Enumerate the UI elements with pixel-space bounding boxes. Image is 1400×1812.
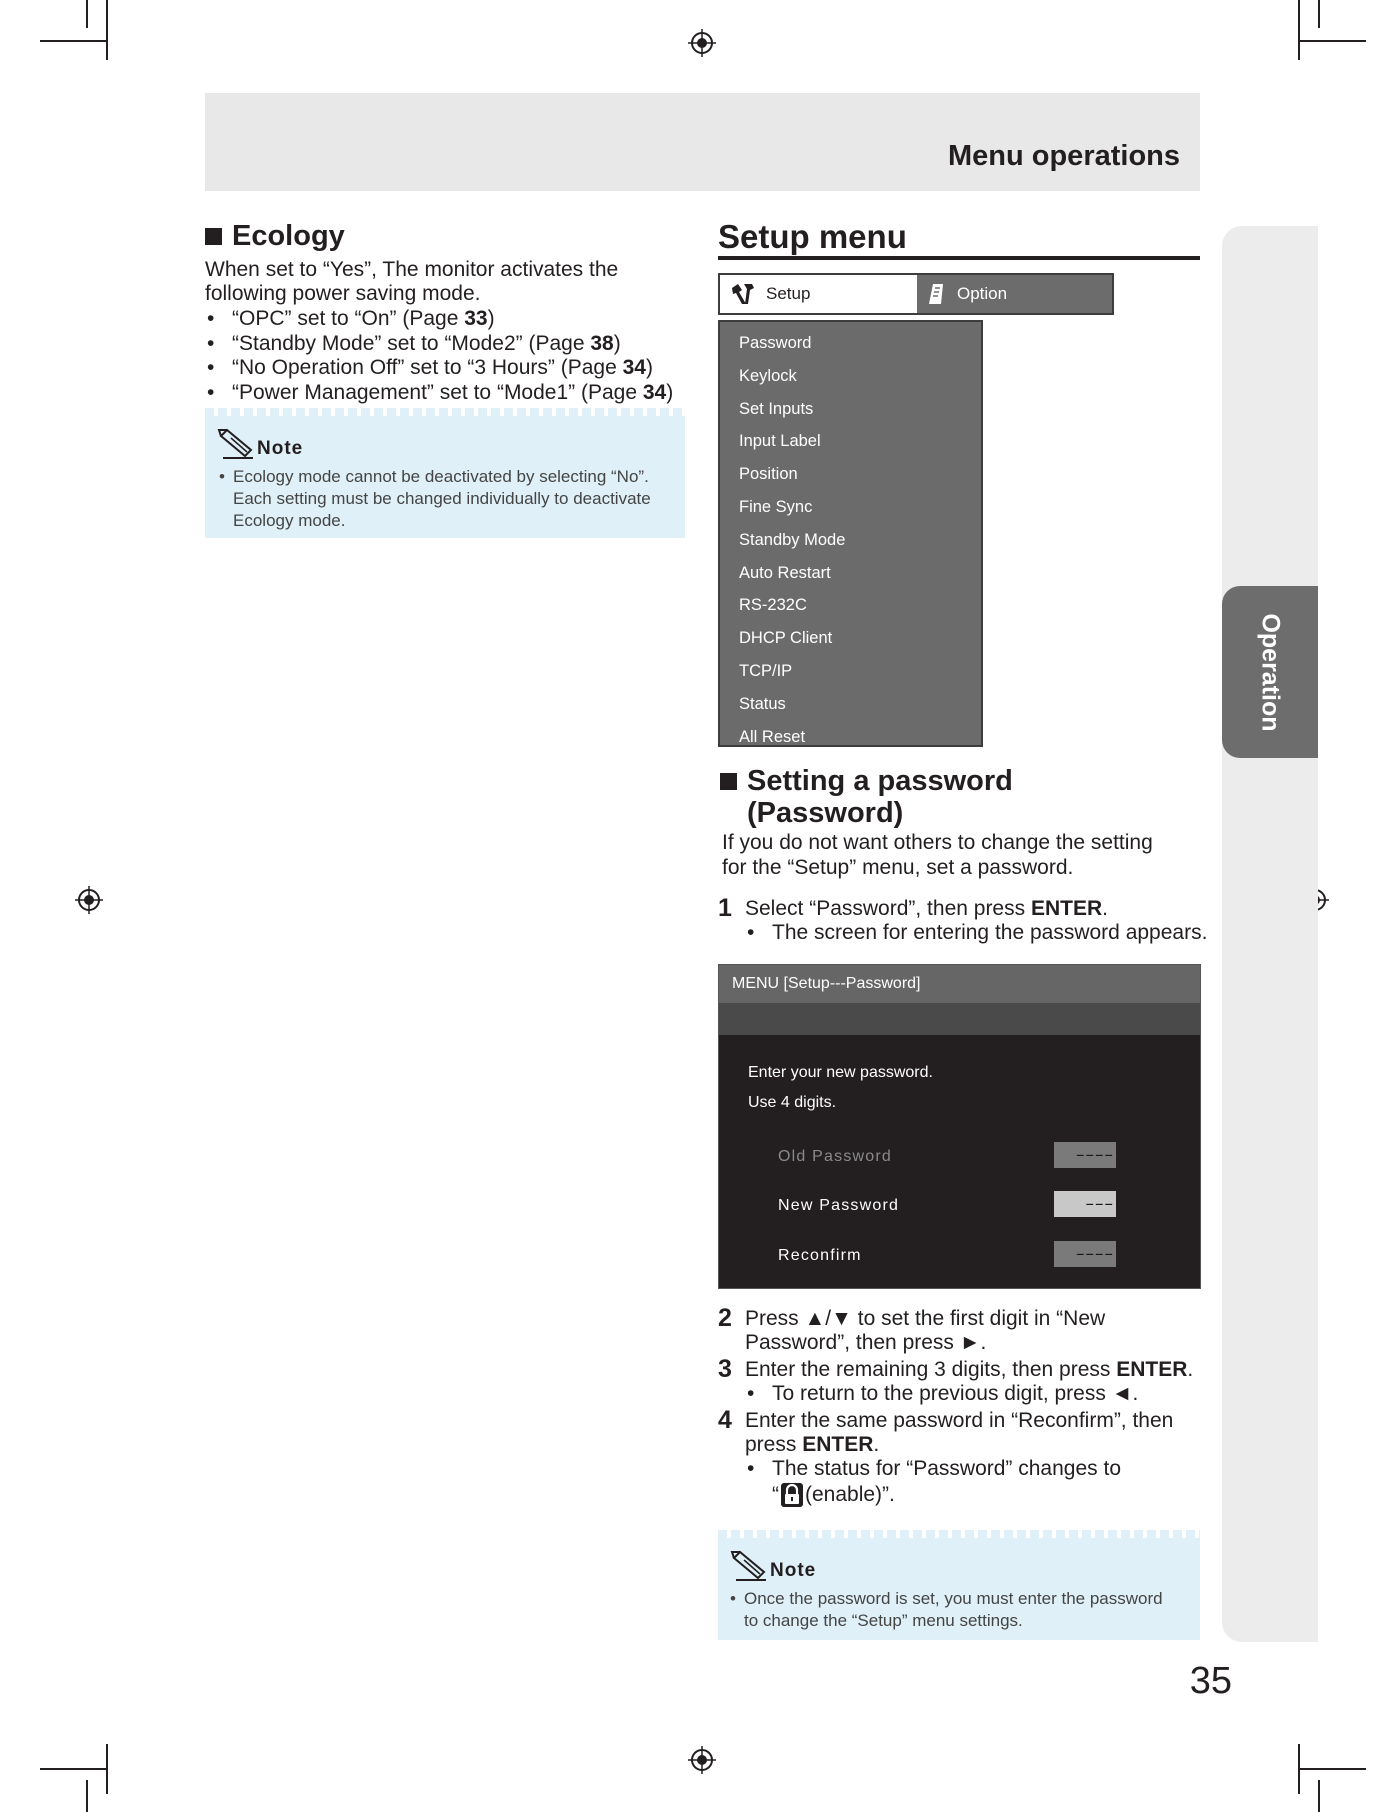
crop-mark <box>106 1744 108 1794</box>
reconfirm-field[interactable]: –––– <box>1054 1241 1116 1267</box>
ecology-bullet-list <box>205 307 685 405</box>
crop-mark <box>1298 1744 1300 1794</box>
page-number: 35 <box>1189 1660 1232 1702</box>
square-bullet-icon <box>205 228 222 245</box>
password-screen <box>718 964 1201 1289</box>
tab-option[interactable]: Option <box>917 275 1112 313</box>
option-icon <box>927 282 947 306</box>
side-strip <box>1222 226 1318 1642</box>
menu-item-rs232c[interactable]: RS-232C <box>739 596 807 615</box>
crop-mark <box>1318 1780 1320 1812</box>
menu-item-auto-restart[interactable]: Auto Restart <box>739 563 831 582</box>
list-item: • “OPC” set to “On” (Page 33) <box>205 307 685 332</box>
step-4: 4 Enter the same password in “Reconfirm”, then press ENTER. • The status for “Password” changes to “ (enable)”. <box>718 1409 1208 1509</box>
password-note-box <box>718 1530 1200 1640</box>
menu-item-tcpip[interactable]: TCP/IP <box>739 661 793 680</box>
menu-item-standby-mode[interactable]: Standby Mode <box>739 530 846 549</box>
screen-bar <box>719 1003 1200 1035</box>
crop-mark <box>40 1768 108 1770</box>
ecology-intro: When set to “Yes”, The monitor activates the following power saving mode. <box>205 258 619 305</box>
divider <box>718 256 1200 260</box>
new-password-field[interactable]: ––– <box>1054 1191 1116 1217</box>
menu-item-password[interactable]: Password <box>739 334 812 352</box>
menu-item-dhcp-client[interactable]: DHCP Client <box>739 629 833 648</box>
old-password-label: Old Password <box>778 1148 892 1165</box>
page-title: Menu operations <box>947 140 1180 172</box>
old-password-field[interactable]: –––– <box>1054 1142 1116 1168</box>
screen-message: Enter your new password. <box>748 1064 933 1081</box>
lock-icon <box>779 1481 805 1509</box>
crop-mark <box>106 0 108 60</box>
pencil-note-icon <box>217 428 255 460</box>
setup-tab-bar <box>718 273 1114 315</box>
tab-setup[interactable]: Setup <box>720 275 917 313</box>
crop-mark <box>1318 0 1320 28</box>
screen-message: Use 4 digits. <box>748 1094 837 1111</box>
ecology-heading: Ecology <box>205 220 345 253</box>
registration-mark-icon <box>75 886 103 914</box>
note-heading: Note <box>730 1550 816 1582</box>
crop-mark <box>86 0 88 28</box>
menu-item-fine-sync[interactable]: Fine Sync <box>739 497 813 516</box>
list-item: • “No Operation Off” set to “3 Hours” (Page 34) <box>205 356 685 381</box>
pencil-note-icon <box>730 1550 768 1582</box>
menu-item-status[interactable]: Status <box>739 694 786 713</box>
reconfirm-label: Reconfirm <box>778 1247 862 1264</box>
crop-mark <box>1298 0 1300 60</box>
note-text: • Once the password is set, you must enter the password to change the “Setup” menu settings. <box>730 1588 1195 1632</box>
password-heading: Setting a password (Password) <box>720 765 1013 829</box>
list-item: • “Standby Mode” set to “Mode2” (Page 38) <box>205 332 685 357</box>
square-bullet-icon <box>720 773 737 790</box>
ecology-note-box <box>205 408 685 538</box>
new-password-label: New Password <box>778 1197 900 1214</box>
menu-item-set-inputs[interactable]: Set Inputs <box>739 399 814 418</box>
setup-tools-icon <box>730 282 756 306</box>
step-3: 3 Enter the remaining 3 digits, then press ENTER. • To return to the previous digit, press ◄. <box>718 1358 1218 1406</box>
menu-item-input-label[interactable]: Input Label <box>739 432 821 451</box>
note-heading: Note <box>217 428 303 460</box>
setup-menu-title: Setup menu <box>718 218 907 255</box>
crop-mark <box>86 1780 88 1812</box>
screen-title: MENU [Setup---Password] <box>719 965 1200 1003</box>
menu-item-position[interactable]: Position <box>739 465 798 484</box>
crop-mark <box>1298 40 1366 42</box>
password-intro: If you do not want others to change the setting for the “Setup” menu, set a password. <box>722 831 1153 879</box>
registration-mark-icon <box>688 1746 716 1774</box>
crop-mark <box>40 40 108 42</box>
setup-menu-list <box>718 320 983 747</box>
menu-item-keylock[interactable]: Keylock <box>739 366 797 385</box>
crop-mark <box>1298 1768 1366 1770</box>
step-2: 2 Press ▲/▼ to set the first digit in “New Password”, then press ►. <box>718 1304 1106 1354</box>
note-text: • Ecology mode cannot be deactivated by selecting “No”. Each setting must be changed individually to deactivate Ecology mode. <box>219 466 679 532</box>
list-item: • “Power Management” set to “Mode1” (Page 34) <box>205 381 685 406</box>
registration-mark-icon <box>688 29 716 57</box>
step-1: 1 Select “Password”, then press ENTER. • The screen for entering the password appears. <box>718 897 1208 945</box>
menu-item-all-reset[interactable]: All Reset <box>739 727 806 746</box>
side-tab-label: Operation <box>1256 612 1285 732</box>
